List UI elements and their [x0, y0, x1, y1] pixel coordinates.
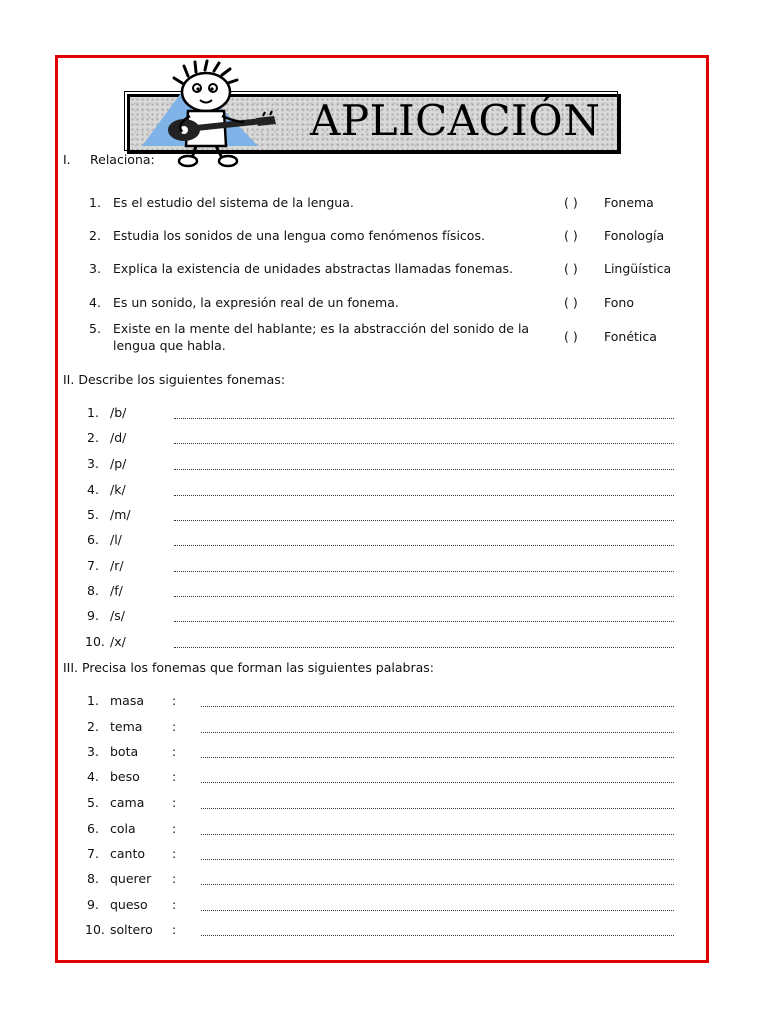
word-label: cola: [110, 821, 136, 836]
item-number: 10.: [85, 922, 105, 937]
phoneme-label: /s/: [110, 608, 125, 623]
word-label: soltero: [110, 922, 153, 937]
item-number: 4.: [87, 482, 99, 497]
answer-line[interactable]: [201, 781, 674, 783]
answer-line[interactable]: [201, 731, 674, 733]
item-number: 2.: [89, 228, 101, 243]
phoneme-label: /x/: [110, 634, 126, 649]
phoneme-label: /p/: [110, 456, 127, 471]
answer-parentheses[interactable]: ( ): [564, 228, 578, 243]
answer-line[interactable]: [201, 934, 674, 936]
item-number: 1.: [87, 405, 99, 420]
answer-line[interactable]: [201, 833, 674, 835]
answer-parentheses[interactable]: ( ): [564, 329, 578, 344]
item-number: 7.: [87, 846, 99, 861]
colon: :: [172, 871, 177, 886]
item-number: 3.: [87, 456, 99, 471]
match-term: Fonología: [604, 228, 665, 243]
item-text-continued: lengua que habla.: [113, 338, 226, 353]
word-label: masa: [110, 693, 145, 708]
item-text: Existe en la mente del hablante; es la abstracción del sonido de la: [113, 321, 530, 336]
section2-heading: II. Describe los siguientes fonemas:: [63, 372, 286, 387]
phoneme-label: /d/: [110, 430, 127, 445]
word-label: queso: [110, 897, 148, 912]
section3-heading: III. Precisa los fonemas que forman las siguientes palabras:: [63, 660, 434, 675]
match-term: Fonética: [604, 329, 657, 344]
item-number: 5.: [87, 507, 99, 522]
answer-line[interactable]: [174, 646, 674, 648]
colon: :: [172, 846, 177, 861]
item-number: 3.: [87, 744, 99, 759]
answer-parentheses[interactable]: ( ): [564, 295, 578, 310]
answer-line[interactable]: [174, 570, 674, 572]
colon: :: [172, 744, 177, 759]
guitar-player-cartoon-icon: [140, 58, 290, 170]
colon: :: [172, 897, 177, 912]
page-title: APLICACIÓN: [310, 96, 601, 145]
item-number: 8.: [87, 871, 99, 886]
answer-line[interactable]: [174, 519, 674, 521]
item-text: Es el estudio del sistema de la lengua.: [113, 195, 354, 210]
colon: :: [172, 769, 177, 784]
colon: :: [172, 693, 177, 708]
answer-line[interactable]: [174, 494, 674, 496]
word-label: bota: [110, 744, 139, 759]
match-term: Fonema: [604, 195, 654, 210]
item-text: Es un sonido, la expresión real de un fonema.: [113, 295, 399, 310]
phoneme-label: /r/: [110, 558, 124, 573]
item-number: 7.: [87, 558, 99, 573]
word-label: canto: [110, 846, 146, 861]
item-number: 10.: [85, 634, 105, 649]
item-number: 6.: [87, 532, 99, 547]
answer-line[interactable]: [201, 756, 674, 758]
item-number: 5.: [89, 321, 101, 336]
word-label: querer: [110, 871, 152, 886]
colon: :: [172, 719, 177, 734]
item-number: 2.: [87, 719, 99, 734]
phoneme-label: /m/: [110, 507, 131, 522]
colon: :: [172, 795, 177, 810]
word-label: tema: [110, 719, 143, 734]
item-text: Estudia los sonidos de una lengua como fenómenos físicos.: [113, 228, 485, 243]
phoneme-label: /f/: [110, 583, 123, 598]
answer-line[interactable]: [174, 468, 674, 470]
item-number: 6.: [87, 821, 99, 836]
item-number: 9.: [87, 897, 99, 912]
answer-line[interactable]: [201, 858, 674, 860]
word-label: cama: [110, 795, 145, 810]
item-number: 4.: [87, 769, 99, 784]
answer-line[interactable]: [201, 807, 674, 809]
word-label: beso: [110, 769, 140, 784]
item-number: 2.: [87, 430, 99, 445]
answer-line[interactable]: [174, 595, 674, 597]
match-term: Fono: [604, 295, 634, 310]
colon: :: [172, 821, 177, 836]
phoneme-label: /l/: [110, 532, 122, 547]
item-number: 4.: [89, 295, 101, 310]
colon: :: [172, 922, 177, 937]
answer-line[interactable]: [174, 442, 674, 444]
answer-line[interactable]: [201, 705, 674, 707]
answer-line[interactable]: [201, 909, 674, 911]
page-border: [55, 55, 709, 963]
phoneme-label: /k/: [110, 482, 126, 497]
item-number: 1.: [89, 195, 101, 210]
answer-parentheses[interactable]: ( ): [564, 195, 578, 210]
item-number: 5.: [87, 795, 99, 810]
item-text: Explica la existencia de unidades abstractas llamadas fonemas.: [113, 261, 513, 276]
answer-parentheses[interactable]: ( ): [564, 261, 578, 276]
answer-line[interactable]: [174, 620, 674, 622]
item-number: 3.: [89, 261, 101, 276]
section1-numeral: I.: [63, 152, 71, 167]
item-number: 1.: [87, 693, 99, 708]
item-number: 9.: [87, 608, 99, 623]
phoneme-label: /b/: [110, 405, 127, 420]
answer-line[interactable]: [174, 417, 674, 419]
item-number: 8.: [87, 583, 99, 598]
answer-line[interactable]: [201, 883, 674, 885]
answer-line[interactable]: [174, 544, 674, 546]
match-term: Lingüística: [604, 261, 672, 276]
section1-heading: Relaciona:: [90, 152, 155, 167]
